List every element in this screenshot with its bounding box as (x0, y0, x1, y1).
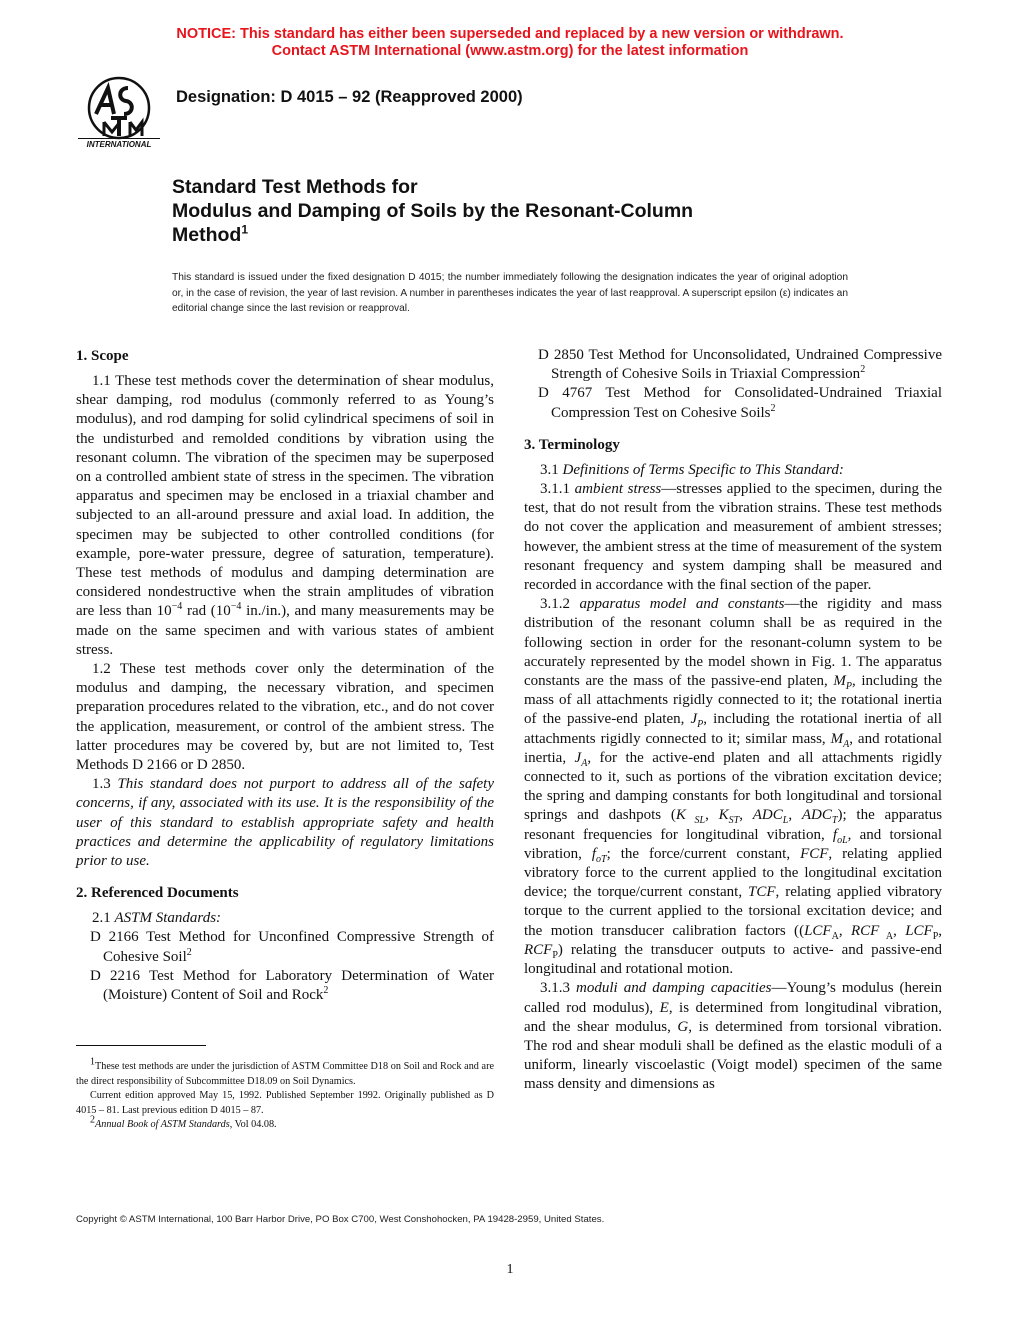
copyright-line: Copyright © ASTM International, 100 Barr Harbor Drive, PO Box C700, West Conshohocken, PA 19428-2959, United States. (76, 1214, 605, 1225)
title-line-1: Standard Test Methods for (172, 176, 418, 198)
title-line-2: Modulus and Damping of Soils by the Resonant-Column (172, 200, 694, 222)
left-column (76, 346, 494, 1005)
refdocs-2-1: 2.1 ASTM Standards: (92, 910, 222, 927)
right-column (524, 346, 942, 1095)
document-title (172, 175, 892, 247)
ref-d2216: D 2216 Test Method for Laboratory Determination of Water (Moisture) Content of Soil and Rock$^2$ (90, 967, 494, 1004)
astm-logo (74, 74, 164, 154)
notice-line-1: NOTICE: This standard has either been superseded and replaced by a new version or withdrawn. (176, 26, 844, 42)
footnote-2: $^2$Annual Book of ASTM Standards, Vol 04.08. (90, 1114, 277, 1130)
footnotes (76, 1056, 494, 1133)
scope-heading: 1. Scope (76, 348, 129, 364)
scope-1-2: 1.2 These test methods cover only the determination of the modulus and damping, the necessary vibration, and specimen preparation procedures related to the vibration, etc., and do not cover the application, measurement, or control of the ambient stress. The latter procedures may be covered by, but are not limited to, Test Methods D 2166 or D 2850. (76, 661, 494, 774)
refdocs-heading: 2. Referenced Documents (76, 885, 239, 902)
terminology-3-1: 3.1 Definitions of Terms Specific to This Standard: (540, 461, 844, 478)
page-number: 1 (506, 1262, 514, 1277)
ref-d2850: D 2850 Test Method for Unconsolidated, Undrained Compressive Strength of Cohesive Soils in Triaxial Compression$^2$ (538, 347, 942, 383)
notice-line-2: Contact ASTM International (www.astm.org) for the latest information (271, 43, 749, 59)
footnote-1: $^1$These test methods are under the jurisdiction of ASTM Committee D18 on Soil and Rock and are the direct responsibility of Subcommittee D18.09 on Soil Dynamics. (76, 1056, 494, 1087)
terminology-3-1-1: 3.1.1 ambient stress—stresses applied to the specimen, during the test, that do not result from the vibration strains. These test methods do not cover the application and measurement of ambient stresses; however, the ambient stress at the time of measurement of the system resonant frequency and system damping shall be measured and recorded in accordance with the final section of the paper. (524, 481, 942, 594)
terminology-3-1-2: 3.1.2 apparatus model and constants—the rigidity and mass distribution of the resonant column shall be as required in the following section in order for the resonant-column system to be accurately represented by the model shown in Fig. 1. The apparatus constants are the mass of the passive-end platen, $M_P$, including the mass of all attachments rigidly connected to it; the rotational inertia of the passive-end platen, $J_P$, including the rotational inertia of all attachments rigidly connected to it; similar mass, $M_A$, and rotational inertia, $J_A$, for the active-end platen and all attachments rigidly connected to it, such as portions of the vibration excitation device; the spring and damping constants for both longitudinal and torsional springs and dashpots (K $_{SL}$, $K_{ST}$, $ADC_L$, $ADC_T$); the apparatus resonant frequencies for longitudinal vibration, $f_{oL}$, and torsional vibration, $f_{oT}$; the force/current constant, FCF, relating applied vibratory force to the current applied to the longitudinal excitation device; the torque/current constant, TCF, relating applied vibratory torque to the current applied to the torsional excitation device; and the motion transducer calibration factors (($LCF_A$, RCF $_A$, $LCF_P$, $RCF_P$) relating the transducer outputs to active- and passive-end longitudinal and rotational motion. (524, 596, 943, 978)
scope-1-1: 1.1 These test methods cover the determination of shear modulus, shear damping, rod modulus (commonly referred to as Young’s modulus), and rod damping for solid cylindrical specimens of soil in the undisturbed and remolded conditions by vibration using the resonant column. The vibration of the specimen may be superposed on a controlled ambient state of stress in the specimen. The vibration apparatus and specimen may be enclosed in a triaxial chamber and subjected to an all-around pressure and axial load. In addition, the specimen may be subjected to other controlled conditions (for example, pore-water pressure, degree of saturation, temperature). These test methods of modulus and damping determination are considered nondestructive when the strain amplitudes of vibration are less than $10^{-4}$ rad ($10^{-4}$ in./in.), and many measurements may be made on the same specimen and with various states of ambient stress. (76, 373, 494, 658)
title-footnote-mark: 1 (241, 222, 249, 237)
terminology-heading: 3. Terminology (524, 436, 620, 453)
ref-d4767: D 4767 Test Method for Consolidated-Undrained Triaxial Compression Test on Cohesive Soils$^2$ (538, 385, 942, 421)
footnote-1b: Current edition approved May 15, 1992. Published September 1992. Originally published as D 4015 – 81. Last previous edition D 4015 – 87. (76, 1090, 494, 1116)
logo-subtext: INTERNATIONAL (78, 138, 160, 149)
designation: Designation: D 4015 – 92 (Reapproved 2000) (176, 88, 523, 106)
scope-1-3: 1.3 This standard does not purport to address all of the safety concerns, if any, associated with its use. It is the responsibility of the user of this standard to establish appropriate safety and health practices and determine the applicability of regulatory limitations prior to use. (76, 776, 495, 870)
issuance-statement: This standard is issued under the fixed designation D 4015; the number immediately following the designation indicates the year of original adoption or, in the case of revision, the year of last revision. A number in parentheses indicates the year of last reapproval. A superscript epsilon (ε) indicates an editorial change since the last revision or reapproval. (172, 272, 848, 314)
ref-d2166: D 2166 Test Method for Unconfined Compressive Strength of Cohesive Soil$^2$ (90, 929, 494, 965)
terminology-3-1-3: 3.1.3 moduli and damping capacities—Young’s modulus (herein called rod modulus), E, is determined from longitudinal vibration, and the shear modulus, G, is determined from torsional vibration. The rod and shear moduli shall be defined as the elastic moduli of a uniform, linearly viscoelastic (Voigt model) specimen of the same mass density and dimensions as (524, 980, 943, 1093)
supersede-notice (0, 26, 1020, 60)
footnote-rule (76, 1045, 206, 1046)
title-line-3: Method (172, 224, 242, 246)
